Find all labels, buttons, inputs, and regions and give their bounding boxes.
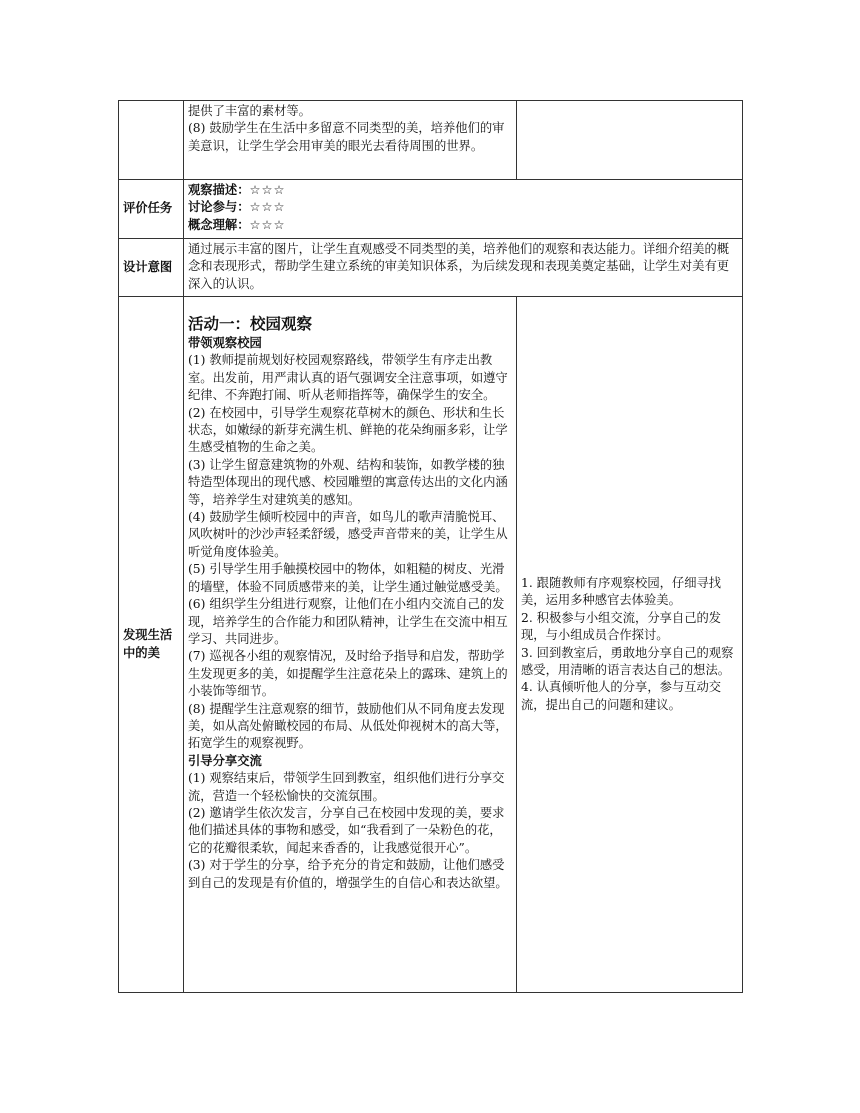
row-label-design: 设计意图 bbox=[119, 239, 184, 297]
design-text: 通过展示丰富的图片，让学生直观感受不同类型的美，培养他们的观察和表达能力。详细介绍美的概念和表现形式，帮助学生建立系统的审美知识体系，为后续发现和表现美奠定基础，让学生对美有更深入的认识。 bbox=[188, 242, 730, 291]
list-item: (4) 鼓励学生倾听校园中的声音，如鸟儿的歌声清脆悦耳、风吹树叶的沙沙声轻柔舒缓，感受声音带来的美，让学生从听觉角度体验美。 bbox=[188, 510, 508, 559]
teacher-activity-cell bbox=[184, 297, 517, 993]
star-rating: ☆☆☆ bbox=[249, 200, 286, 215]
continuation-line: (8) 鼓励学生在生活中多留意不同类型的美，培养他们的审美意识，让学生学会用审美的眼光去看待周围的世界。 bbox=[188, 121, 505, 153]
table-row-discover bbox=[119, 297, 743, 993]
student-activity-cell bbox=[517, 297, 743, 993]
row-label-evaluation: 评价任务 bbox=[119, 180, 184, 239]
list-item: (2) 邀请学生依次发言，分享自己在校园中发现的美，要求他们描述具体的事物和感受，如“我看到了一朵粉色的花，它的花瓣很柔软，闻起来香香的，让我感觉很开心”。 bbox=[188, 805, 505, 855]
student-item: 3. 回到教室后，勇敢地分享自己的观察感受，用清晰的语言表达自己的想法。 bbox=[521, 645, 734, 677]
evaluation-item bbox=[188, 217, 737, 234]
evaluation-content bbox=[184, 180, 743, 239]
empty-label-cell bbox=[119, 101, 184, 180]
row-label-discover: 发现生活中的美 bbox=[119, 297, 184, 993]
student-item: 4. 认真倾听他人的分享，参与互动交流，提出自己的问题和建议。 bbox=[521, 680, 722, 712]
teacher-activity-cell bbox=[184, 101, 517, 180]
evaluation-name: 概念理解： bbox=[188, 217, 250, 232]
list-item: (3) 对于学生的分享，给予充分的肯定和鼓励，让他们感受到自己的发现是有价值的，增强学生的自信心和表达欲望。 bbox=[188, 858, 508, 890]
list-item: (6) 组织学生分组进行观察，让他们在小组内交流自己的发现，培养学生的合作能力和团队精神，让学生在交流中相互学习、共同进步。 bbox=[188, 597, 508, 646]
table-row-continuation bbox=[119, 101, 743, 180]
lesson-plan-table bbox=[118, 100, 743, 993]
list-item: (1) 教师提前规划好校园观察路线，带领学生有序走出教室。出发前，用严肃认真的语气强调安全注意事项，如遵守纪律、不奔跑打闹、听从老师指挥等，确保学生的安全。 bbox=[188, 353, 508, 403]
activity-title: 活动一：校园观察 bbox=[188, 315, 313, 333]
evaluation-name: 观察描述： bbox=[188, 183, 250, 197]
list-item: (7) 巡视各小组的观察情况，及时给予指导和启发，帮助学生发现更多的美，如提醒学生注意花朵上的露珠、建筑上的小装饰等细节。 bbox=[188, 649, 508, 699]
list-item: (3) 让学生留意建筑物的外观、结构和装饰，如教学楼的独特造型体现出的现代感、校园雕塑的寓意传达出的文化内涵等，培养学生对建筑美的感知。 bbox=[188, 457, 508, 507]
student-item: 2. 积极参与小组交流，分享自己的发现，与小组成员合作探讨。 bbox=[521, 610, 722, 643]
student-item: 1. 跟随教师有序观察校园，仔细寻找美，运用多种感官去体验美。 bbox=[521, 575, 722, 608]
list-item: (8) 提醒学生注意观察的细节，鼓励他们从不同角度去发现美，如从高处俯瞰校园的布局、从低处仰视树木的高大等，拓宽学生的观察视野。 bbox=[188, 701, 508, 751]
section-title: 带领观察校园 bbox=[188, 336, 262, 350]
section-title: 引导分享交流 bbox=[188, 753, 262, 768]
evaluation-name: 讨论参与： bbox=[188, 200, 250, 215]
evaluation-item bbox=[188, 182, 737, 199]
student-activity-cell bbox=[517, 101, 743, 180]
star-rating: ☆☆☆ bbox=[249, 217, 286, 232]
evaluation-item bbox=[188, 199, 737, 216]
list-item: (1) 观察结束后，带领学生回到教室，组织他们进行分享交流，营造一个轻松愉快的交流氛围。 bbox=[188, 771, 505, 803]
list-item: (5) 引导学生用手触摸校园中的物体，如粗糙的树皮、光滑的墙壁，体验不同质感带来的美，让学生通过触觉感受美。 bbox=[188, 562, 508, 594]
design-content bbox=[184, 239, 743, 297]
continuation-line: 提供了丰富的素材等。 bbox=[188, 104, 311, 118]
table-row-design bbox=[119, 239, 743, 297]
table-row-evaluation bbox=[119, 180, 743, 239]
star-rating: ☆☆☆ bbox=[249, 183, 286, 197]
list-item: (2) 在校园中，引导学生观察花草树木的颜色、形状和生长状态，如嫩绿的新芽充满生机、鲜艳的花朵绚丽多彩，让学生感受植物的生命之美。 bbox=[188, 405, 508, 455]
